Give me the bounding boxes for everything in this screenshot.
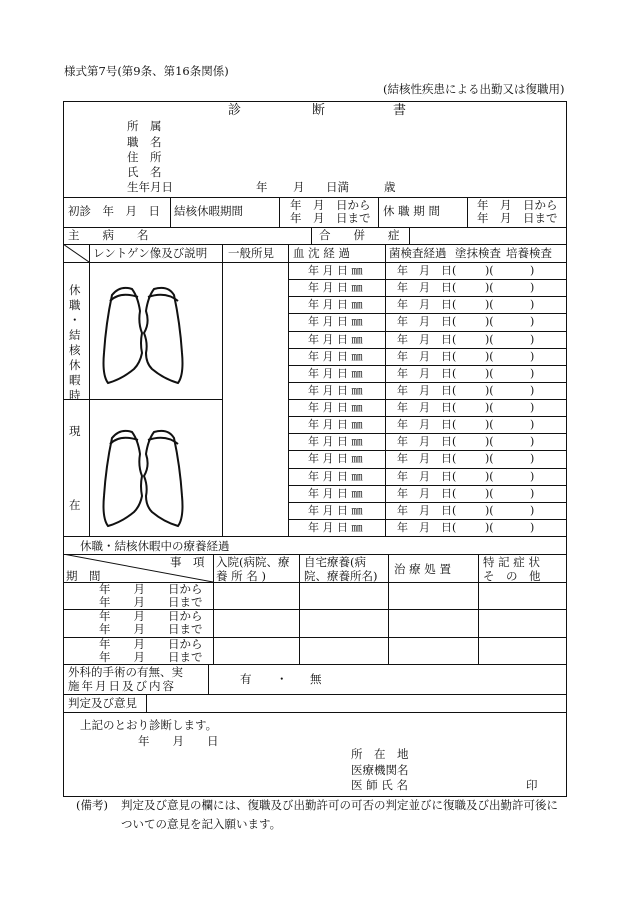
esr-cell[interactable]: 年 月 日 ㎜ [308, 383, 363, 397]
smear-cell[interactable]: )( [485, 298, 494, 312]
sick-leave-to[interactable]: 年 月 日まで [477, 211, 558, 225]
treatment-item-label: 事 項 [170, 555, 205, 569]
culture-cell[interactable]: ) [530, 418, 535, 432]
esr-cell[interactable]: 年 月 日 ㎜ [308, 469, 363, 483]
field-address[interactable]: 住 所 [127, 150, 162, 164]
row-divider [288, 331, 567, 332]
tb-leave-from[interactable]: 年 月 日から [290, 198, 371, 212]
culture-cell[interactable]: ) [530, 503, 535, 517]
field-position[interactable]: 職 名 [127, 135, 162, 149]
smear-cell[interactable]: )( [485, 366, 494, 380]
culture-cell[interactable]: ) [530, 401, 535, 414]
row-divider [288, 348, 567, 349]
surgery-dot: ・ [276, 672, 288, 686]
culture-cell[interactable]: ) [530, 486, 535, 500]
esr-cell[interactable]: 年 月 日 ㎜ [308, 298, 363, 312]
side-label-char: 時 [69, 388, 81, 402]
bacteria-date-cell[interactable]: 年 月 日( [397, 315, 457, 329]
birth-day[interactable]: 日満 [326, 180, 349, 194]
title-char-3: 書 [393, 103, 407, 118]
smear-cell[interactable]: )( [485, 281, 494, 295]
culture-cell[interactable]: ) [530, 469, 535, 483]
side-label-char: 職 [69, 298, 81, 312]
culture-cell[interactable]: ) [530, 435, 535, 449]
bacteria-date-cell[interactable]: 年 月 日( [397, 418, 457, 432]
bacteria-date-cell[interactable]: 年 月 日( [397, 383, 457, 397]
remarks-line-1: 判定及び意見の欄には、復職及び出勤許可の可否の判定並びに復職及び出勤許可後に [121, 798, 558, 812]
birth-month[interactable]: 月 [293, 180, 305, 194]
smear-cell[interactable]: )( [485, 503, 494, 517]
side-label-char: 休 [69, 283, 81, 297]
culture-cell[interactable]: ) [530, 281, 535, 295]
row-divider [288, 416, 567, 417]
culture-cell[interactable]: ) [530, 298, 535, 312]
culture-cell[interactable]: ) [530, 366, 535, 380]
esr-cell[interactable]: 年 月 日 ㎜ [308, 332, 363, 346]
esr-cell[interactable]: 年 月 日 ㎜ [308, 486, 363, 500]
lung-outline-icon [100, 426, 186, 533]
first-visit-date[interactable]: 初診 年 月 日 [68, 204, 160, 218]
form-purpose: (結核性疾患による出勤又は復職用) [383, 82, 565, 96]
home-label-1: 自宅療養(病 [304, 555, 366, 569]
notes-label-1: 特 記 症 状 [483, 555, 540, 569]
culture-cell[interactable]: ) [530, 332, 535, 346]
birth-year[interactable]: 年 [256, 180, 268, 194]
certify-statement: 上記のとおり診断します。 [80, 718, 218, 732]
smear-cell[interactable]: )( [485, 469, 494, 483]
smear-cell[interactable]: )( [485, 486, 494, 500]
treatment-period-from[interactable]: 年 月 日から [99, 609, 203, 624]
smear-cell[interactable]: )( [485, 383, 494, 397]
home-label-2: 院、療養所名) [304, 569, 378, 583]
treatment-period-to[interactable]: 年 月 日まで [99, 622, 203, 637]
bacteria-date-cell[interactable]: 年 月 日( [397, 520, 457, 534]
bacteria-date-cell[interactable]: 年 月 日( [397, 435, 457, 449]
esr-cell[interactable]: 年 月 日 ㎜ [308, 435, 363, 449]
title-char-1: 診 [228, 103, 242, 118]
culture-cell[interactable]: ) [530, 264, 535, 277]
remarks-line-2: ついての意見を記入願います。 [121, 817, 282, 831]
esr-cell[interactable]: 年 月 日 ㎜ [308, 315, 363, 329]
header-xray: レントゲン像及び説明 [93, 246, 208, 260]
esr-cell[interactable]: 年 月 日 ㎜ [308, 503, 363, 517]
surgery-yes[interactable]: 有 [240, 672, 252, 686]
remarks-label: (備考) [76, 798, 108, 812]
header-corner-diagonal [63, 244, 89, 262]
smear-cell[interactable]: )( [485, 332, 494, 346]
age[interactable]: 歳 [384, 180, 396, 194]
culture-cell[interactable]: ) [530, 315, 535, 329]
bacteria-date-cell[interactable]: 年 月 日( [397, 486, 457, 500]
bacteria-date-cell[interactable]: 年 月 日( [397, 264, 457, 277]
bacteria-date-cell[interactable]: 年 月 日( [397, 332, 457, 346]
treatment-period-label: 期 間 [66, 569, 101, 583]
esr-cell[interactable]: 年 月 日 ㎜ [308, 281, 363, 295]
side-label-current-bottom: 在 [69, 498, 81, 512]
side-label-char: 休 [69, 358, 81, 372]
bacteria-date-cell[interactable]: 年 月 日( [397, 469, 457, 483]
header-culture: 培養検査 [506, 246, 552, 260]
bacteria-date-cell[interactable]: 年 月 日( [397, 401, 457, 414]
bacteria-date-cell[interactable]: 年 月 日( [397, 349, 457, 363]
smear-cell[interactable]: )( [485, 401, 494, 414]
form-number: 様式第7号(第9条、第16条関係) [64, 64, 229, 78]
smear-cell[interactable]: )( [485, 418, 494, 432]
header-smear: 塗抹検査 [455, 246, 501, 260]
title-char-2: 断 [312, 103, 326, 118]
notes-label-2: そ の 他 [483, 569, 541, 583]
treatment-period-from[interactable]: 年 月 日から [99, 636, 203, 651]
smear-cell[interactable]: )( [485, 520, 494, 534]
bacteria-date-cell[interactable]: 年 月 日( [397, 452, 457, 466]
culture-cell[interactable]: ) [530, 520, 535, 534]
hospital-label-2: 養 所 名 ) [216, 569, 266, 583]
esr-cell[interactable]: 年 月 日 ㎜ [308, 452, 363, 466]
sick-leave-from[interactable]: 年 月 日から [477, 198, 558, 212]
bacteria-date-cell[interactable]: 年 月 日( [397, 503, 457, 517]
bacteria-date-cell[interactable]: 年 月 日( [397, 281, 457, 295]
row-divider [288, 365, 567, 366]
complication-label: 合 併 症 [319, 228, 400, 242]
smear-cell[interactable]: )( [485, 452, 494, 466]
row-divider [288, 485, 567, 486]
seal-mark: 印 [526, 778, 538, 792]
lung-outline-icon [100, 283, 186, 390]
bacteria-date-cell[interactable]: 年 月 日( [397, 298, 457, 312]
esr-cell[interactable]: 年 月 日 ㎜ [308, 366, 363, 380]
row-divider [288, 502, 567, 503]
treatment-period-to[interactable]: 年 月 日まで [99, 595, 203, 609]
row-divider [288, 399, 567, 400]
field-affiliation[interactable]: 所 属 [127, 119, 162, 133]
esr-cell[interactable]: 年 月 日 ㎜ [308, 349, 363, 363]
smear-cell[interactable]: )( [485, 349, 494, 363]
culture-cell[interactable]: ) [530, 383, 535, 397]
esr-cell[interactable]: 年 月 日 ㎜ [308, 264, 363, 277]
hospital-label-1: 入院(病院、療 [216, 555, 290, 569]
surgery-label-1: 外科的手術の有無、実 [68, 665, 183, 679]
culture-cell[interactable]: ) [530, 349, 535, 363]
certify-institution[interactable]: 医療機関名 [351, 763, 409, 777]
header-esr: 血 沈 経 過 [293, 246, 350, 260]
surgery-no[interactable]: 無 [310, 672, 322, 686]
esr-cell[interactable]: 年 月 日 ㎜ [308, 520, 363, 534]
side-label-current-top: 現 [69, 424, 81, 438]
side-label-char: 核 [69, 343, 81, 357]
smear-cell[interactable]: )( [485, 264, 494, 277]
sick-leave-label: 休 職 期 間 [383, 204, 440, 218]
header-bacteria: 菌検査経過 [389, 246, 447, 260]
side-label-char: 暇 [69, 373, 81, 387]
main-disease-label: 主 病 名 [68, 228, 149, 242]
culture-cell[interactable]: ) [530, 452, 535, 466]
therapy-label: 治 療 処 置 [394, 562, 451, 576]
esr-cell[interactable]: 年 月 日 ㎜ [308, 401, 363, 414]
surgery-label-2: 施年月日及び内容 [68, 679, 176, 693]
row-divider [288, 279, 567, 280]
smear-cell[interactable]: )( [485, 435, 494, 449]
certify-date[interactable]: 年 月 日 [138, 734, 219, 748]
field-name[interactable]: 氏 名 [127, 165, 162, 179]
bacteria-date-cell[interactable]: 年 月 日( [397, 366, 457, 380]
field-birthdate-label: 生年月日 [127, 180, 173, 194]
esr-cell[interactable]: 年 月 日 ㎜ [308, 418, 363, 432]
certify-doctor[interactable]: 医 師 氏 名 [351, 778, 408, 792]
side-label-char: ・ [69, 313, 81, 327]
smear-cell[interactable]: )( [485, 315, 494, 329]
row-divider [288, 519, 567, 520]
certify-address[interactable]: 所 在 地 [351, 747, 409, 761]
header-general: 一般所見 [228, 246, 274, 260]
row-divider [288, 468, 567, 469]
row-divider [288, 382, 567, 383]
tb-leave-label: 結核休暇期間 [174, 204, 243, 218]
treatment-period-from[interactable]: 年 月 日から [99, 582, 203, 596]
side-label-char: 結 [69, 328, 81, 342]
treatment-title: 休職・結核休暇中の療養経過 [80, 539, 230, 553]
judgment-label: 判定及び意見 [68, 696, 137, 710]
treatment-period-to[interactable]: 年 月 日まで [99, 649, 203, 664]
tb-leave-to[interactable]: 年 月 日まで [290, 211, 371, 225]
